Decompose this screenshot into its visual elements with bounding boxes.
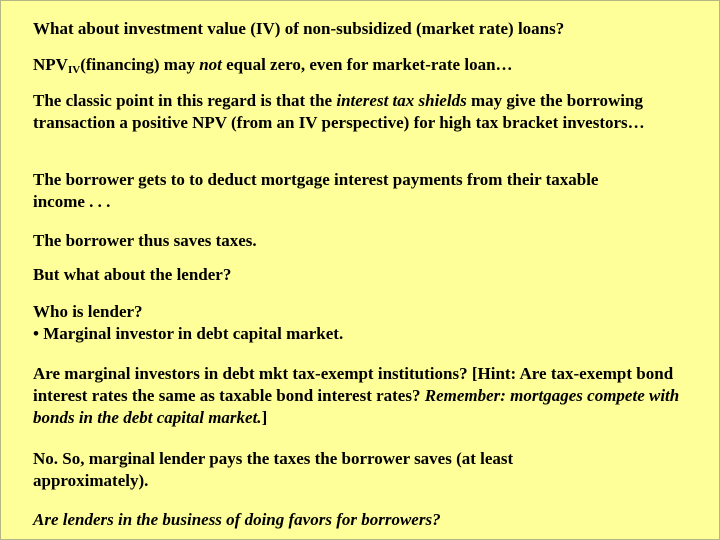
marginal-investors-paragraph bbox=[33, 363, 683, 429]
marginal-investor-bullet: • Marginal investor in debt capital market. bbox=[33, 324, 344, 343]
classic-point-paragraph bbox=[33, 90, 703, 134]
paragraph-5-text: The borrower thus saves taxes. bbox=[33, 231, 257, 250]
npv-label: NPV bbox=[33, 55, 68, 74]
paragraph-8-text-a: Are marginal investors in debt mkt tax-exempt institutions? [Hint: Are tax-exempt bond interest rates the same as taxable bond interest rates? bbox=[33, 364, 674, 405]
emphasis-interest-tax-shields: interest tax shields bbox=[336, 91, 467, 110]
who-is-lender-line: Who is lender? bbox=[33, 302, 143, 321]
lender-question bbox=[33, 264, 703, 286]
paragraph-2-text-a: (financing) may bbox=[80, 55, 200, 74]
paragraph-10-text: Are lenders in the business of doing favors for borrowers? bbox=[33, 510, 441, 529]
question-investment-value bbox=[33, 18, 703, 40]
iv-subscript: IV bbox=[67, 64, 81, 76]
who-is-lender-block bbox=[33, 301, 703, 345]
emphasis-remember: Remember: mortgages compete with bonds in the debt capital market. bbox=[33, 386, 680, 427]
paragraph-2-text-b: equal zero, even for market-rate loan… bbox=[221, 55, 513, 74]
paragraph-1-text: What about investment value (IV) of non-subsidized (market rate) loans? bbox=[33, 19, 565, 38]
marginal-lender-paragraph bbox=[33, 448, 613, 492]
closing-question bbox=[33, 509, 703, 531]
borrower-deduction-paragraph bbox=[33, 169, 643, 213]
paragraph-4-text: The borrower gets to to deduct mortgage interest payments from their taxable income . . . bbox=[33, 170, 599, 211]
paragraph-3-text-b: may give the borrowing transaction a positive NPV (from an IV perspective) for high tax bracket investors… bbox=[33, 91, 645, 132]
paragraph-9-text: No. So, marginal lender pays the taxes the borrower saves (at least approximately). bbox=[33, 449, 514, 490]
emphasis-not: not bbox=[199, 55, 222, 74]
borrower-saves-taxes bbox=[33, 230, 703, 252]
paragraph-8-text-b: ] bbox=[261, 408, 268, 427]
npv-financing-statement bbox=[33, 54, 703, 76]
paragraph-3-text-a: The classic point in this regard is that the bbox=[33, 91, 337, 110]
paragraph-6-text: But what about the lender? bbox=[33, 265, 232, 284]
